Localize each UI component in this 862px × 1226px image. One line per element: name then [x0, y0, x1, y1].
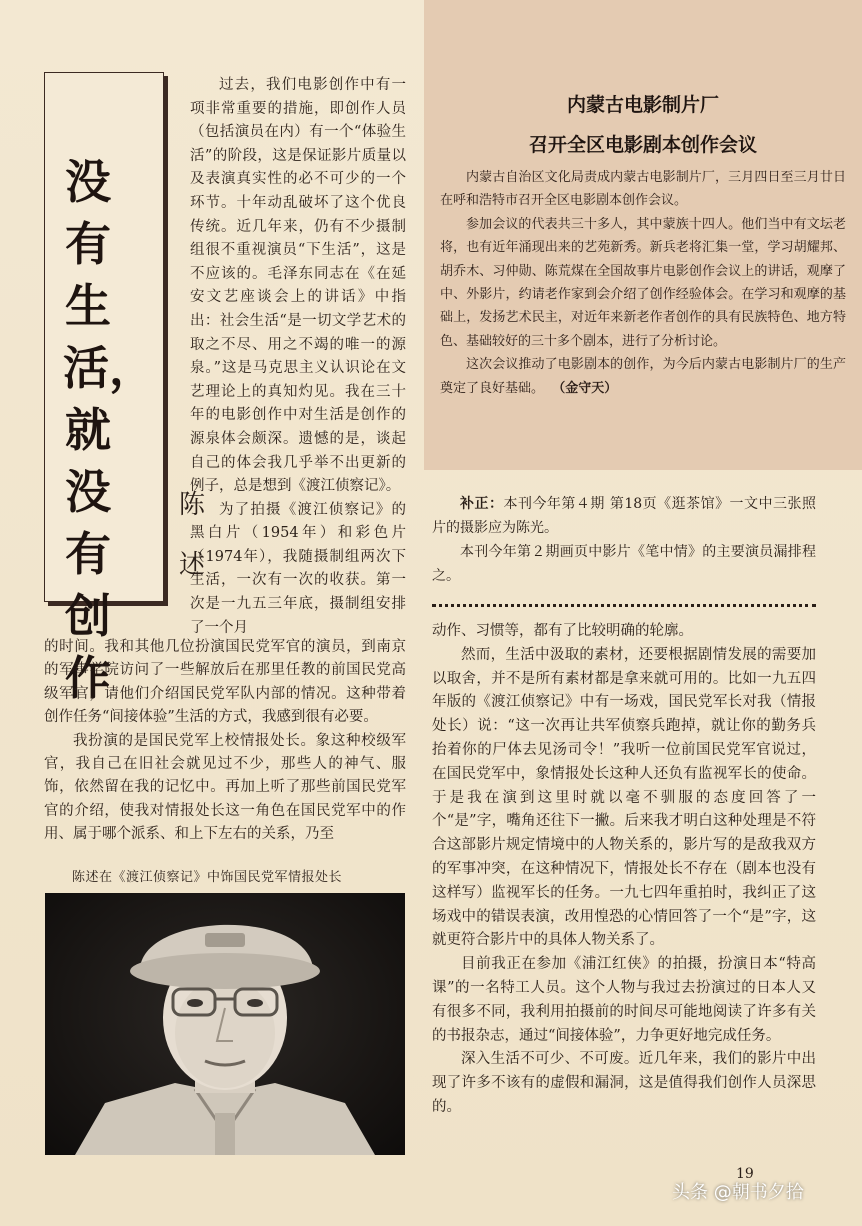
article-paragraph: 过去，我们电影创作中有一项非常重要的措施，即创作人员（包括演员在内）有一个“体验生活”的阶段，这是保证影片质量以及表演真实性的必不可少的一个环节。十年动乱破坏了这个优良传统。近几年来，仍有不少摄制组很不重视演员“下生活”，这是不应该的。毛泽东同志在《在延安文艺座谈会上的讲话》中指出：社会生活“是一切文学艺术的取之不尽、用之不竭的唯一的源泉。”这是马克思主义认识论在文艺理论上的真知灼见。我在三十年的电影创作中对生活是创作的源泉体会颇深。遗憾的是，谈起自己的体会我几乎举不出更新的例子，总是想到《渡江侦察记》。	[190, 77, 406, 495]
article-paragraph: 的时间。我和其他几位扮演国民党军官的演员，到南京的军事学院访问了一些解放后在那里任教的前国民党高级军官，请他们介绍国民党军队内部的情况。这种带着创作任务“间接体验”生活的方式，我感到很有必要。	[44, 639, 406, 726]
article-column-bottom	[44, 636, 406, 847]
article-title: 没有生活，就没有创作	[63, 155, 155, 705]
news-paragraph	[440, 353, 846, 400]
actor-portrait-photo	[45, 893, 405, 1155]
portrait-illustration	[45, 893, 405, 1155]
news-title-line2: 召开全区电影剧本创作会议	[528, 134, 757, 156]
article-title-box	[44, 72, 206, 705]
page-number: 19	[736, 1166, 754, 1182]
article-paragraph: 然而，生活中汲取的素材，还要根据剧情发展的需要加以取舍，并不是所有素材都是拿来就可用的。比如一九五四年版的《渡江侦察记》中有一场戏，国民党军长对我（情报处长）说：“这一次再让共军侦察兵跑掉，就让你的勤务兵抬着你的尸体去见汤司令！”我听一位前国民党军官说过，在国民党军中，象情报处长这种人还负有监视军长的使命。于是我在演到这里时就以毫不驯服的态度回答了一个“是”字，嘴角还往下一撇。后来我才明白这种处理是不符合这部影片规定情境中的人物关系的，影片写的是敌我双方的军事冲突，在这种情况下，情报处长不存在（剧本也没有这样写）监视军长的任务。一九七四年重拍时，我纠正了这场戏中的错误表演，改用惶恐的心情回答了一个“是”字，这就更符合影片中的具体人物关系了。	[432, 646, 816, 949]
correction-text-2: 本刊今年第２期画页中影片《笔中情》的主要演员漏排程之。	[432, 544, 816, 584]
news-signature: （金守天）	[552, 380, 618, 396]
correction-text-1: 本刊今年第４期 第18页《逛茶馆》一文中三张照片的摄影应为陈光。	[432, 496, 816, 536]
news-paragraph: 参加会议的代表共三十多人，其中蒙族十四人。他们当中有文坛老将，也有近年涌现出来的艺苑新秀。新兵老将汇集一堂，学习胡耀邦、胡乔木、习仲勋、陈荒煤在全国故事片电影创作会议上的讲话，观摩了中、外影片，约请老作家到会介绍了创作经验体会。在学习和观摩的基础上，发扬艺术民主，对近年来新老作者创作的具有民族特色、地方特色、基础较好的三十多个剧本，进行了分析讨论。	[440, 216, 846, 349]
article-author: 陈述	[179, 490, 206, 580]
article-paragraph: 目前我正在参加《浦江红侠》的拍摄，扮演日本“特高课”的一名特工人员。这个人物与我过去扮演过的日本人又有很多不同，我利用拍摄前的时间尽可能地阅读了许多有关的书报杂志，通过“间接体验”，力争更好地完成任务。	[432, 956, 816, 1044]
article-paragraph: 深入生活不可少、不可废。近几年来，我们的影片中出现了许多不该有的虚假和漏洞，这是值得我们创作人员深思的。	[432, 1051, 816, 1115]
article-paragraph: 为了拍摄《渡江侦察记》的黑白片（1954年）和彩色片（1974年），我随摄制组两次下生活，一次有一次的收获。第一次是一九五三年底，摄制组安排了一个月	[190, 501, 406, 636]
news-paragraph: 内蒙古自治区文化局责成内蒙古电影制片厂，三月四日至三月廿日在呼和浩特市召开全区电影剧本创作会议。	[440, 170, 846, 209]
correction-notice	[432, 492, 816, 588]
watermark: 头条 @朝书夕拾	[672, 1182, 804, 1203]
article-paragraph: 我扮演的是国民党军上校情报处长。象这种校级军官，我自己在旧社会就见过不少，那些人的神气、服饰，依然留在我的记忆中。再加上听了那些前国民党军官的介绍，使我对情报处长这一角色在国民党军中的作用、属于哪个派系、和上下左右的关系，乃至	[44, 732, 406, 843]
article-column-top	[190, 74, 406, 640]
news-body	[440, 166, 846, 400]
article-paragraph: 动作、习惯等，都有了比较明确的轮廓。	[432, 623, 693, 639]
news-paragraph-text: 这次会议推动了电影剧本的创作，为今后内蒙古电影制片厂的生产奠定了良好基础。	[440, 357, 846, 396]
dotted-divider	[432, 604, 816, 607]
news-box	[424, 0, 862, 470]
correction-label: 补正：	[460, 496, 504, 512]
photo-caption: 陈述在《渡江侦察记》中饰国民党军情报处长	[72, 870, 343, 885]
article-column-right	[432, 620, 816, 1120]
news-title-line1: 内蒙古电影制片厂	[566, 94, 719, 116]
